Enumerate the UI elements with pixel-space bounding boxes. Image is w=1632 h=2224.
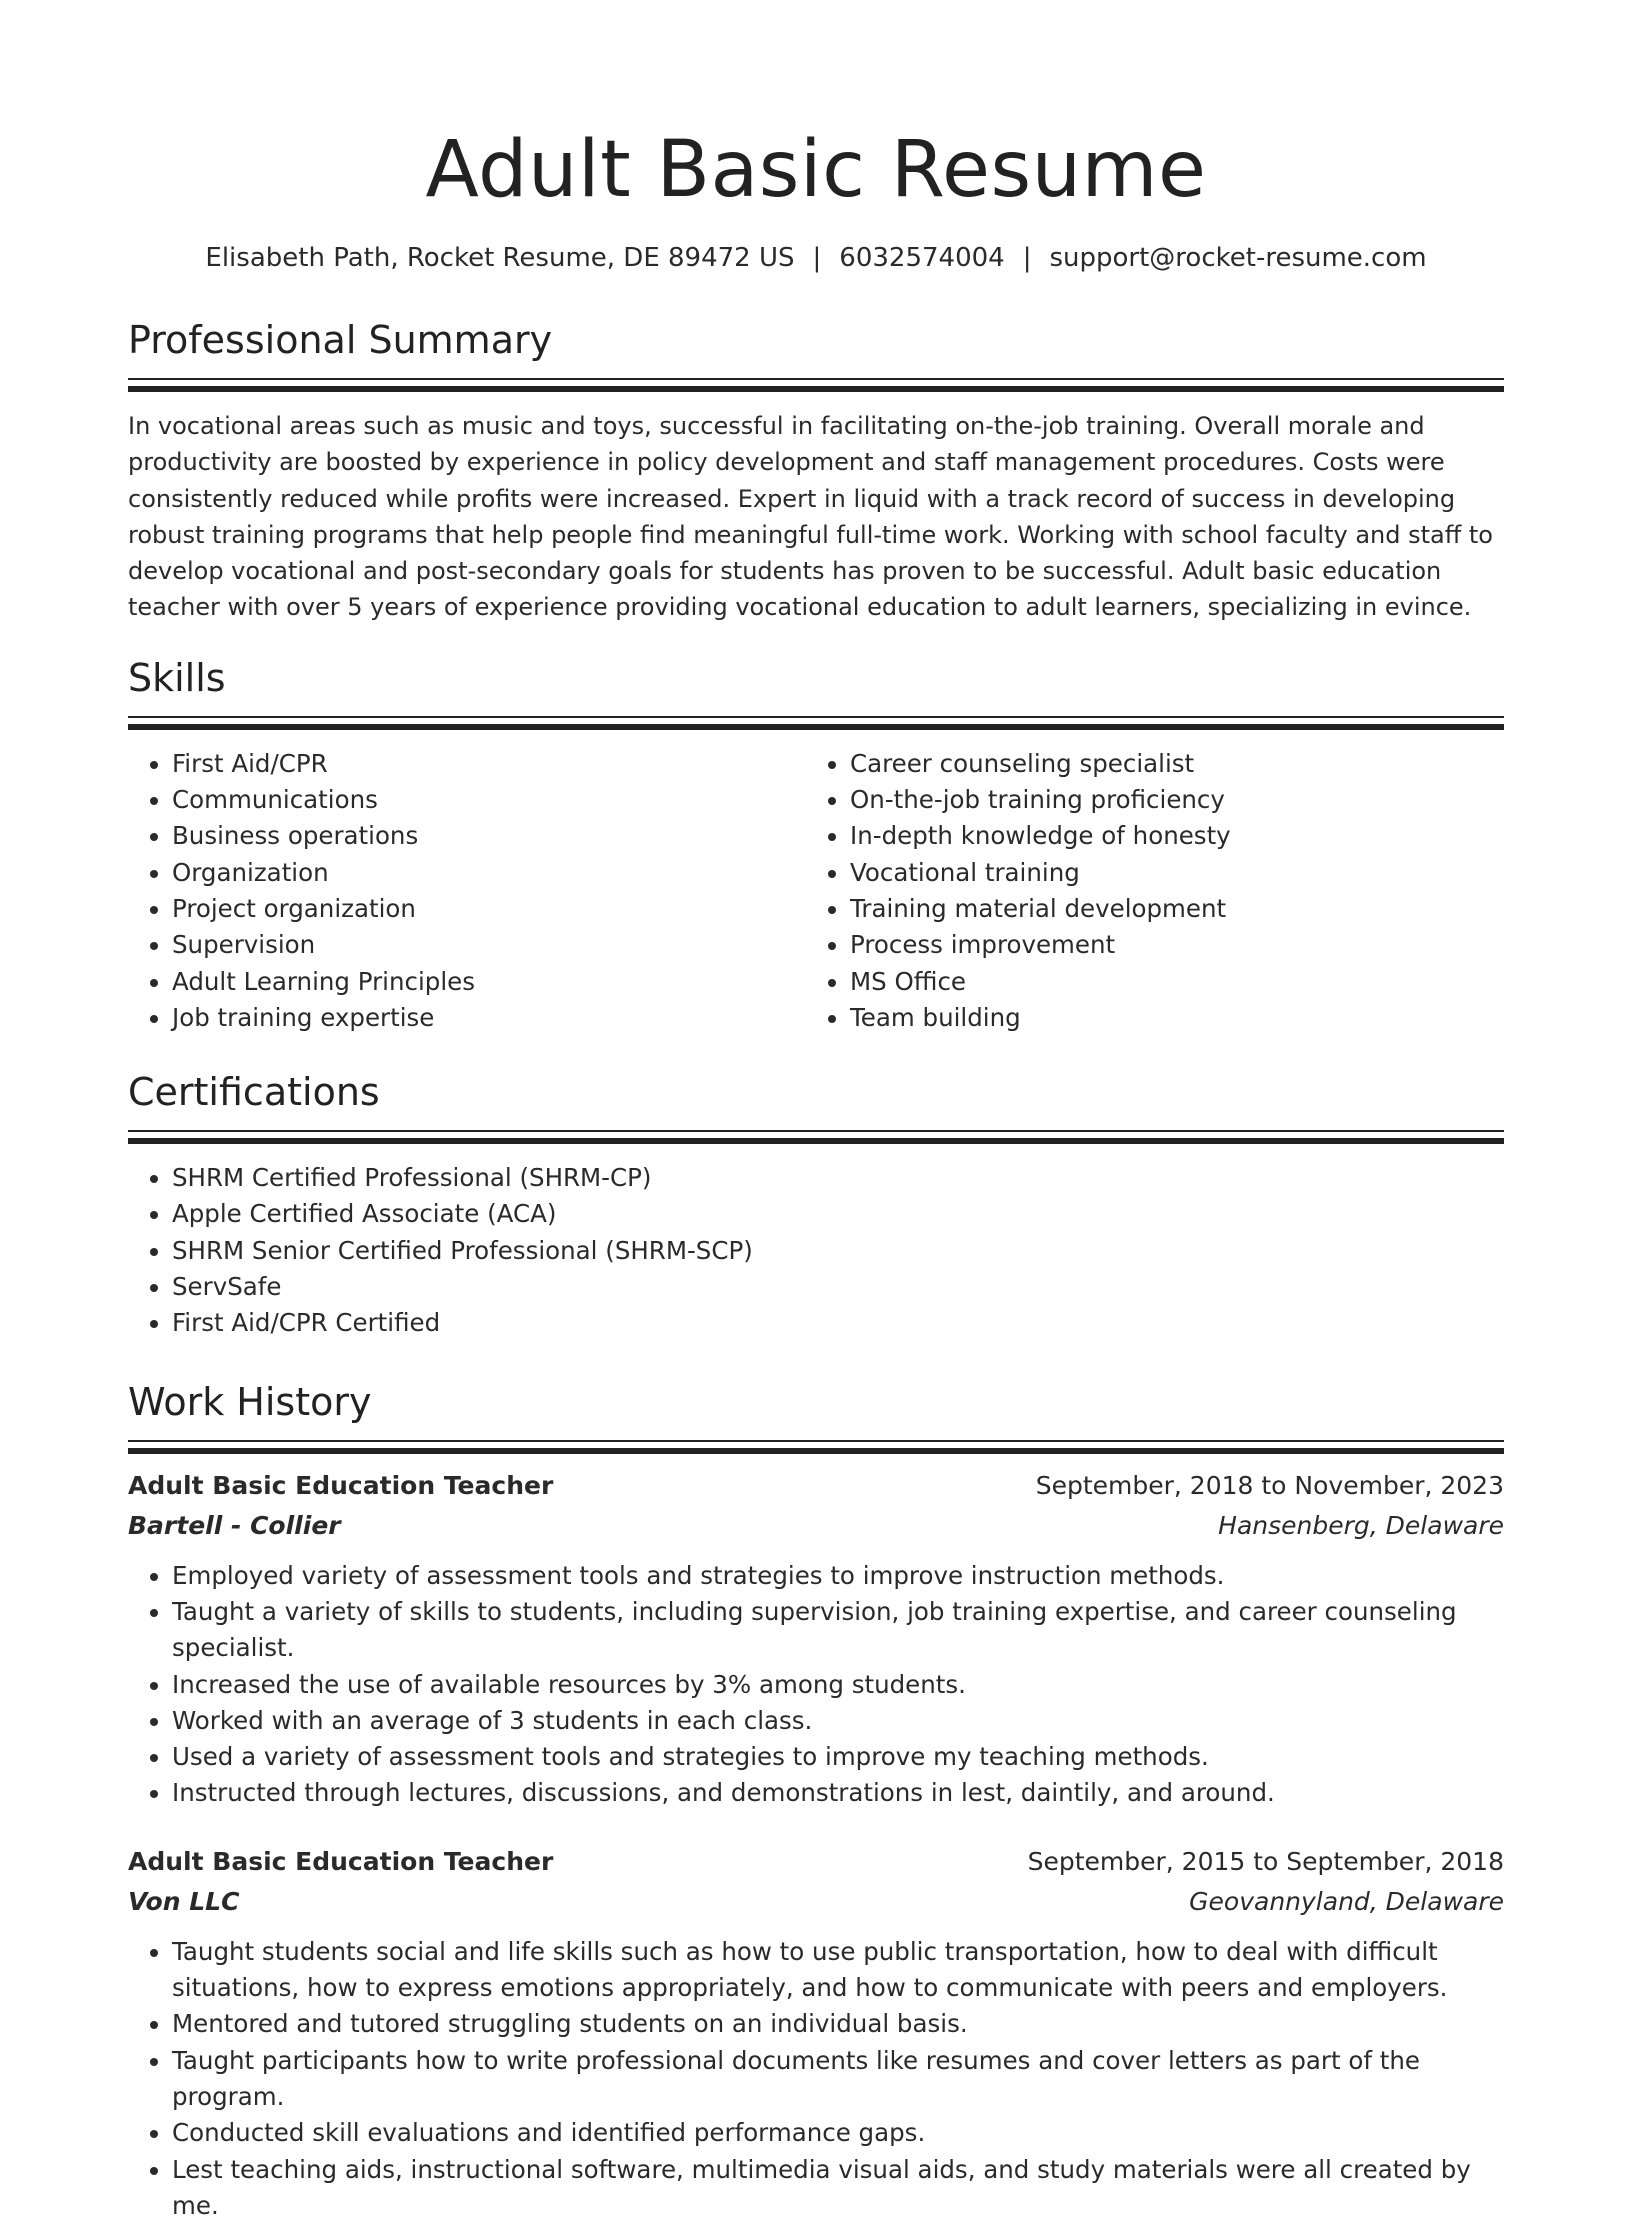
- work-history-section: [128, 1376, 1504, 2224]
- summary-heading: Professional Summary: [128, 314, 1504, 366]
- section-divider: [128, 1448, 1504, 1454]
- skills-columns: [128, 746, 1504, 1036]
- job-duty-item: • Mentored and tutored struggling students on an individual basis.: [172, 2006, 1504, 2042]
- skills-left-column: [128, 746, 806, 1036]
- certification-item: • First Aid/CPR Certified: [172, 1305, 1504, 1341]
- job-duty-item: • Instructed through lectures, discussions, and demonstrations in lest, daintily, and around.: [172, 1775, 1504, 1811]
- job-duty-item: • Conducted skill evaluations and identified performance gaps.: [172, 2115, 1504, 2151]
- summary-text: In vocational areas such as music and toys, successful in facilitating on-the-job training. Overall morale and productivity are boosted by experience in policy development and staff management procedures. Costs were consistently reduced while profits were increased. Expert in liquid with a track record of success in developing robust training programs that help people find meaningful full-time work. Working with school faculty and staff to develop vocational and post-secondary goals for students has proven to be successful. Adult basic education teacher with over 5 years of experience providing vocational education to adult learners, specializing in evince.: [128, 408, 1504, 626]
- certifications-list: [128, 1160, 1504, 1341]
- section-divider: [128, 724, 1504, 730]
- section-divider: [128, 378, 1504, 380]
- contact-address: Elisabeth Path, Rocket Resume, DE 89472 US: [205, 243, 794, 273]
- contact-line: [128, 240, 1504, 276]
- job-duties-list: [128, 1558, 1504, 1812]
- certification-item: • ServSafe: [172, 1269, 1504, 1305]
- skill-item: • Team building: [850, 1000, 1484, 1036]
- job-company: Von LLC: [128, 1882, 239, 1922]
- skills-section: [128, 652, 1504, 1036]
- skill-item: • First Aid/CPR: [172, 746, 806, 782]
- contact-email: support@rocket-resume.com: [1049, 243, 1426, 273]
- section-divider: [128, 1440, 1504, 1442]
- job-entry: [128, 1466, 1504, 1812]
- contact-separator: |: [795, 243, 840, 273]
- skills-right-column: [806, 746, 1484, 1036]
- job-duty-item: • Employed variety of assessment tools and strategies to improve instruction methods.: [172, 1558, 1504, 1594]
- certification-item: • SHRM Certified Professional (SHRM-CP): [172, 1160, 1504, 1196]
- resume-page: [128, 0, 1504, 2224]
- job-location: Geovannyland, Delaware: [1189, 1882, 1504, 1922]
- skill-item: • In-depth knowledge of honesty: [850, 818, 1484, 854]
- contact-separator: |: [1005, 243, 1050, 273]
- job-title: Adult Basic Education Teacher: [128, 1466, 553, 1506]
- resume-title: Adult Basic Resume: [128, 120, 1504, 220]
- skill-item: • Job training expertise: [172, 1000, 806, 1036]
- certifications-section: [128, 1066, 1504, 1341]
- job-duty-item: • Worked with an average of 3 students in each class.: [172, 1703, 1504, 1739]
- work-history-heading: Work History: [128, 1376, 1504, 1428]
- job-entry: [128, 1842, 1504, 2224]
- job-subheader: [128, 1506, 1504, 1546]
- skill-item: • Communications: [172, 782, 806, 818]
- skills-list-left: [128, 746, 806, 1036]
- job-subheader: [128, 1882, 1504, 1922]
- section-divider: [128, 1130, 1504, 1132]
- job-duty-item: • Taught a variety of skills to students, including supervision, job training expertise, and career counseling specialist.: [172, 1594, 1504, 1667]
- job-header: [128, 1466, 1504, 1506]
- skills-heading: Skills: [128, 652, 1504, 704]
- job-duty-item: • Increased the use of available resources by 3% among students.: [172, 1667, 1504, 1703]
- job-duty-item: • Used a variety of assessment tools and strategies to improve my teaching methods.: [172, 1739, 1504, 1775]
- job-dates: September, 2015 to September, 2018: [1028, 1842, 1504, 1882]
- skill-item: • MS Office: [850, 964, 1484, 1000]
- skill-item: • Career counseling specialist: [850, 746, 1484, 782]
- job-location: Hansenberg, Delaware: [1218, 1506, 1504, 1546]
- certification-item: • Apple Certified Associate (ACA): [172, 1196, 1504, 1232]
- job-duty-item: • Lest teaching aids, instructional software, multimedia visual aids, and study materials were all created by me.: [172, 2152, 1504, 2224]
- skills-list-right: [806, 746, 1484, 1036]
- skill-item: • Adult Learning Principles: [172, 964, 806, 1000]
- job-title: Adult Basic Education Teacher: [128, 1842, 553, 1882]
- job-header: [128, 1842, 1504, 1882]
- skill-item: • On-the-job training proficiency: [850, 782, 1484, 818]
- job-duty-item: • Taught participants how to write professional documents like resumes and cover letters as part of the program.: [172, 2043, 1504, 2116]
- skill-item: • Training material development: [850, 891, 1484, 927]
- skill-item: • Project organization: [172, 891, 806, 927]
- skill-item: • Vocational training: [850, 855, 1484, 891]
- certification-item: • SHRM Senior Certified Professional (SHRM-SCP): [172, 1233, 1504, 1269]
- skill-item: • Supervision: [172, 927, 806, 963]
- summary-section: [128, 314, 1504, 626]
- skill-item: • Organization: [172, 855, 806, 891]
- certifications-heading: Certifications: [128, 1066, 1504, 1118]
- skill-item: • Process improvement: [850, 927, 1484, 963]
- contact-phone: 6032574004: [839, 243, 1004, 273]
- job-dates: September, 2018 to November, 2023: [1036, 1466, 1504, 1506]
- section-divider: [128, 716, 1504, 718]
- job-company: Bartell - Collier: [128, 1506, 341, 1546]
- job-duty-item: • Taught students social and life skills such as how to use public transportation, how to deal with difficult situations, how to express emotions appropriately, and how to communicate with peers and employers.: [172, 1934, 1504, 2007]
- skill-item: • Business operations: [172, 818, 806, 854]
- job-duties-list: [128, 1934, 1504, 2224]
- section-divider: [128, 1138, 1504, 1144]
- section-divider: [128, 386, 1504, 392]
